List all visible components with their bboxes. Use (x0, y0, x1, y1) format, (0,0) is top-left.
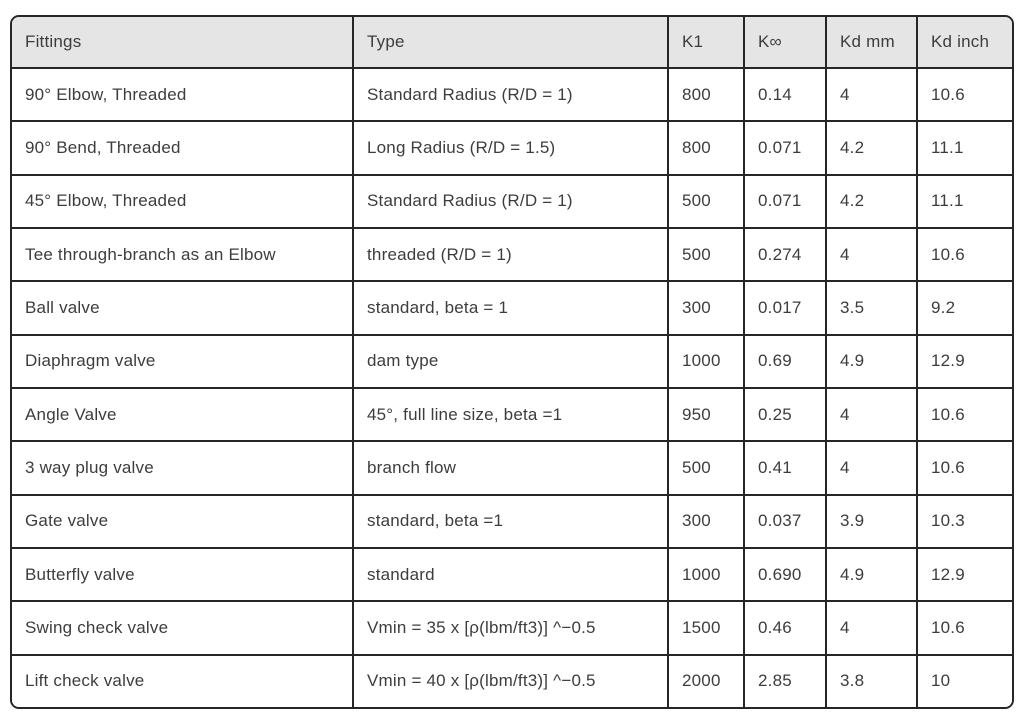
table-body (12, 68, 1012, 707)
table-row (12, 68, 1012, 121)
header-row (12, 17, 1012, 68)
table-row (12, 335, 1012, 388)
table-cell: 3.9 (826, 495, 917, 548)
table-cell: branch flow (353, 441, 668, 494)
table-cell: threaded (R/D = 1) (353, 228, 668, 281)
table-row (12, 548, 1012, 601)
table-cell: 3 way plug valve (12, 441, 353, 494)
table-cell: 4 (826, 388, 917, 441)
table-cell: Swing check valve (12, 601, 353, 654)
table-cell: 10.6 (917, 388, 1012, 441)
column-header-2: K1 (668, 17, 744, 68)
column-header-5: Kd inch (917, 17, 1012, 68)
table-cell: 0.071 (744, 121, 826, 174)
table-cell: Ball valve (12, 281, 353, 334)
table-cell: 3.5 (826, 281, 917, 334)
table-cell: 800 (668, 68, 744, 121)
table-cell: Gate valve (12, 495, 353, 548)
table-cell: 90° Elbow, Threaded (12, 68, 353, 121)
table-cell: 0.017 (744, 281, 826, 334)
table-cell: Diaphragm valve (12, 335, 353, 388)
table-row (12, 655, 1012, 707)
table-row (12, 495, 1012, 548)
table-cell: Lift check valve (12, 655, 353, 707)
table-row (12, 388, 1012, 441)
column-header-3: K∞ (744, 17, 826, 68)
fittings-loss-coefficient-table (10, 15, 1014, 709)
table-cell: 500 (668, 175, 744, 228)
table-cell: 4 (826, 228, 917, 281)
table-cell: 4.9 (826, 548, 917, 601)
table-cell: Angle Valve (12, 388, 353, 441)
table-cell: 0.46 (744, 601, 826, 654)
table-cell: Long Radius (R/D = 1.5) (353, 121, 668, 174)
table-cell: 10.6 (917, 68, 1012, 121)
table-cell: 10.3 (917, 495, 1012, 548)
table-cell: 950 (668, 388, 744, 441)
table-cell: 90° Bend, Threaded (12, 121, 353, 174)
table-cell: 500 (668, 228, 744, 281)
table-cell: 0.274 (744, 228, 826, 281)
table-cell: 10 (917, 655, 1012, 707)
table-cell: 500 (668, 441, 744, 494)
table-cell: standard, beta =1 (353, 495, 668, 548)
column-header-1: Type (353, 17, 668, 68)
table-cell: 0.69 (744, 335, 826, 388)
table-row (12, 601, 1012, 654)
table-cell: 4 (826, 441, 917, 494)
table-cell: 0.037 (744, 495, 826, 548)
table-cell: Vmin = 40 x [ρ(lbm/ft3)] ^−0.5 (353, 655, 668, 707)
table-row (12, 441, 1012, 494)
table-cell: 0.690 (744, 548, 826, 601)
table-cell: dam type (353, 335, 668, 388)
table-cell: 9.2 (917, 281, 1012, 334)
column-header-0: Fittings (12, 17, 353, 68)
column-header-4: Kd mm (826, 17, 917, 68)
table-cell: 4.2 (826, 121, 917, 174)
table-cell: 300 (668, 495, 744, 548)
table-cell: 3.8 (826, 655, 917, 707)
table-cell: 11.1 (917, 175, 1012, 228)
table-cell: 800 (668, 121, 744, 174)
table-cell: standard, beta = 1 (353, 281, 668, 334)
table-cell: Vmin = 35 x [ρ(lbm/ft3)] ^−0.5 (353, 601, 668, 654)
table-cell: Butterfly valve (12, 548, 353, 601)
table-row (12, 281, 1012, 334)
table-cell: 12.9 (917, 548, 1012, 601)
table-cell: 4.2 (826, 175, 917, 228)
table-cell: 0.14 (744, 68, 826, 121)
table-cell: Standard Radius (R/D = 1) (353, 68, 668, 121)
table-row (12, 175, 1012, 228)
table-cell: 10.6 (917, 601, 1012, 654)
table-cell: 12.9 (917, 335, 1012, 388)
table-cell: 0.25 (744, 388, 826, 441)
table-cell: 45° Elbow, Threaded (12, 175, 353, 228)
table-cell: 10.6 (917, 228, 1012, 281)
table-cell: Tee through-branch as an Elbow (12, 228, 353, 281)
table-cell: standard (353, 548, 668, 601)
table-cell: 4.9 (826, 335, 917, 388)
table-cell: 2.85 (744, 655, 826, 707)
table-cell: 300 (668, 281, 744, 334)
table-cell: 0.41 (744, 441, 826, 494)
table-cell: 1000 (668, 548, 744, 601)
table-row (12, 228, 1012, 281)
table-cell: Standard Radius (R/D = 1) (353, 175, 668, 228)
table-cell: 2000 (668, 655, 744, 707)
data-table (12, 17, 1012, 707)
table-row (12, 121, 1012, 174)
table-cell: 10.6 (917, 441, 1012, 494)
table-cell: 45°, full line size, beta =1 (353, 388, 668, 441)
table-cell: 11.1 (917, 121, 1012, 174)
table-cell: 4 (826, 68, 917, 121)
table-cell: 1000 (668, 335, 744, 388)
table-cell: 1500 (668, 601, 744, 654)
table-cell: 0.071 (744, 175, 826, 228)
table-cell: 4 (826, 601, 917, 654)
